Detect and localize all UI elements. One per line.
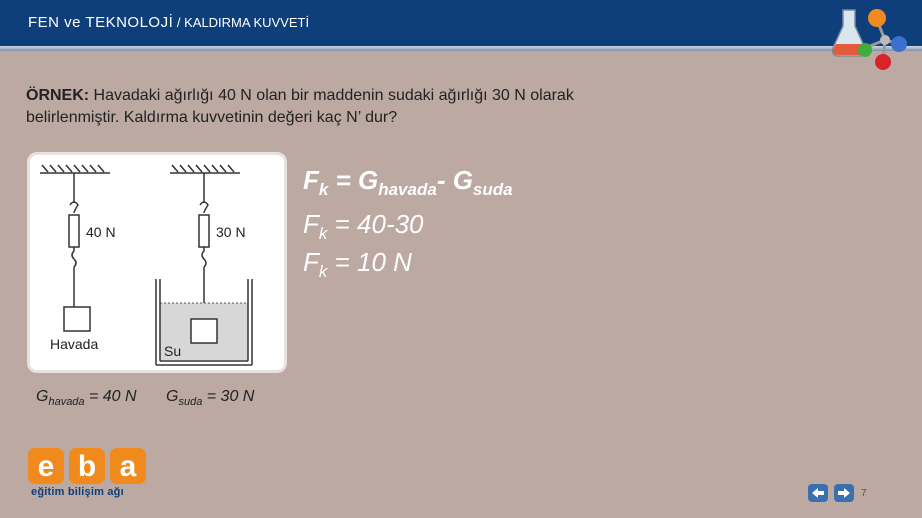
- spring-scale-diagram: [30, 155, 284, 370]
- weight-in-water-label: $G_{suda} = 30$ N: [166, 388, 255, 409]
- svg-text:a: a: [119, 450, 137, 483]
- right-scale-reading: 30 N: [216, 224, 246, 240]
- formula-line-3: $F_k = 10$ N: [303, 247, 412, 282]
- arrow-right-icon: [834, 484, 854, 502]
- title-sub: / KALDIRMA KUVVETİ: [173, 15, 310, 30]
- title-main: FEN ve TEKNOLOJİ: [28, 14, 174, 31]
- next-slide-button[interactable]: [834, 484, 854, 502]
- previous-slide-button[interactable]: [808, 484, 828, 502]
- page-number: 7: [861, 488, 867, 499]
- formula-line-1: $F_k = G_{havada}-$ $G_{suda}$: [303, 165, 513, 200]
- spring-scale-figure: [27, 152, 287, 373]
- eba-tagline: eğitim bilişim ağı: [31, 486, 124, 498]
- formula-line-2: $F_k = 40-30$: [303, 209, 424, 244]
- page-title: [28, 14, 309, 31]
- air-caption: Havada: [50, 336, 99, 352]
- molecule-flask-logo-icon: [825, 4, 915, 72]
- header-divider: [0, 46, 922, 51]
- question-label: ÖRNEK:: [26, 87, 90, 104]
- svg-text:e: e: [37, 450, 55, 483]
- svg-text:b: b: [77, 450, 97, 483]
- weight-in-air-label: $G_{havada} = 40$ N: [36, 388, 137, 409]
- question-body: Havadaki ağırlığı 40 N olan bir maddenin sudaki ağırlığı 30 N olarak belirlenmiştir. Kaldırma kuvvetinin değeri kaç N’ dur?: [26, 87, 574, 126]
- left-scale-reading: 40 N: [86, 224, 116, 240]
- arrow-left-icon: [808, 484, 828, 502]
- water-caption: Su: [164, 343, 182, 359]
- question-text: [26, 85, 626, 129]
